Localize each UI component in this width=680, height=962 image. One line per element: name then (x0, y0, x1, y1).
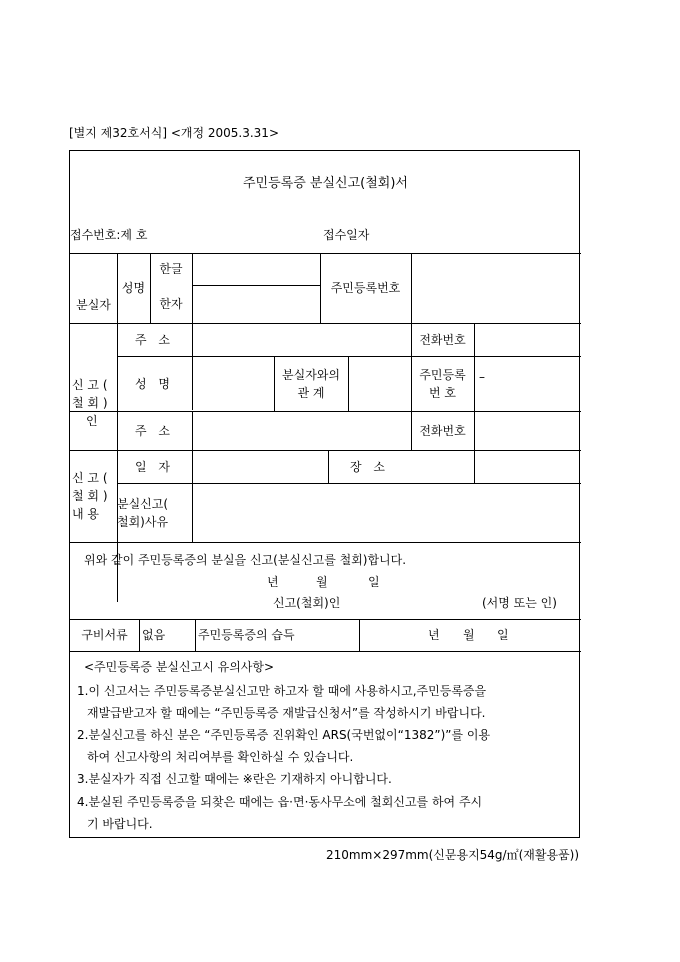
hanja-label: 한자 (159, 297, 183, 311)
form-title: 주민등록증 분실신고(철회)서 (243, 176, 408, 191)
hangul-label: 한글 (159, 262, 183, 276)
declaration-text: 위와 같이 주민등록증의 분실을 신고(분실신고를 철회)합니다. (84, 553, 407, 567)
relation-label-line1: 분실자와의 (282, 367, 340, 382)
report-reason-label (117, 483, 192, 542)
content-label-line1: 신 고 ( (72, 471, 108, 485)
reporter-label-line2: 철 회 ) (72, 396, 108, 410)
reporter-rrn-line1: 주민등록 (419, 367, 466, 382)
report-content-label (70, 450, 119, 542)
reporter-label-line1: 신 고 ( (72, 378, 108, 392)
reporter-name-label: 성 명 (135, 376, 174, 391)
reporter-rrn-label (411, 356, 474, 411)
reason-line2: 철회)사유 (117, 514, 169, 529)
acquisition-day: 일 (497, 628, 509, 642)
reporter-phone-label: 전화번호 (419, 423, 466, 438)
content-label-line2: 철 회 ) (72, 489, 108, 503)
reporter-rrn-dash: – (479, 370, 485, 384)
notes-title: <주민등록증 분실신고시 유의사항> (84, 660, 275, 674)
name-label: 성명 (121, 281, 146, 295)
lost-rrn-label: 주민등록번호 (330, 281, 401, 295)
note-2: 2.분실신고를 하신 분은 “주민등록증 진위확인 ARS(국번없이“1382”)”를 이용 (77, 728, 491, 742)
note-1: 1.이 신고서는 주민등록증분실신고만 하고자 할 때에 사용하시고,주민등록증을 (77, 684, 487, 698)
lost-address-label: 주 소 (135, 332, 174, 347)
receipt-date-label: 접수일자 (323, 228, 370, 242)
relation-label (274, 356, 348, 411)
declaration-day: 일 (368, 575, 380, 589)
declaration-year: 년 (267, 575, 279, 589)
acquisition-label: 주민등록증의 습득 (198, 628, 295, 642)
report-date-label: 일 자 (135, 459, 174, 474)
report-place-label: 장 소 (350, 459, 389, 474)
reporter-label (70, 356, 119, 450)
lost-person-label: 분실자 (76, 297, 111, 312)
reason-line1: 분실신고( (117, 496, 169, 511)
lost-phone-label: 전화번호 (419, 332, 466, 347)
note-4-cont: 기 바랍니다. (87, 817, 153, 831)
note-2-cont: 하여 신고사항의 처리여부를 확인하실 수 있습니다. (87, 750, 354, 764)
reporter-address-label: 주 소 (135, 423, 174, 438)
signature-hint: (서명 또는 인) (482, 596, 557, 610)
declaration-month: 월 (316, 575, 328, 589)
documents-value: 없음 (142, 628, 166, 642)
form-frame (69, 150, 580, 838)
documents-label: 구비서류 (81, 628, 128, 642)
reporter-rrn-line2: 번 호 (429, 385, 456, 400)
acquisition-month: 월 (463, 628, 475, 642)
reporter-signature-label: 신고(철회)인 (273, 596, 341, 610)
note-1-cont: 재발급받고자 할 때에는 “주민등록증 재발급신청서”를 작성하시기 바랍니다. (87, 706, 486, 720)
receipt-number-label: 접수번호:제 호 (70, 228, 148, 242)
form-header: [별지 제32호서식] <개정 2005.3.31> (69, 126, 279, 140)
content-label-line3: 내 용 (72, 507, 99, 521)
note-3: 3.분실자가 직접 신고할 때에는 ※란은 기재하지 아니합니다. (77, 772, 392, 786)
paper-spec: 210mm×297mm(신문용지54g/㎡(재활용품)) (325, 848, 579, 862)
acquisition-year: 년 (428, 628, 440, 642)
reporter-label-line3: 인 (86, 414, 98, 428)
relation-label-line2: 관 계 (297, 385, 325, 400)
note-4: 4.분실된 주민등록증을 되찾은 때에는 읍·면·동사무소에 철회신고를 하여 주시 (77, 795, 483, 809)
